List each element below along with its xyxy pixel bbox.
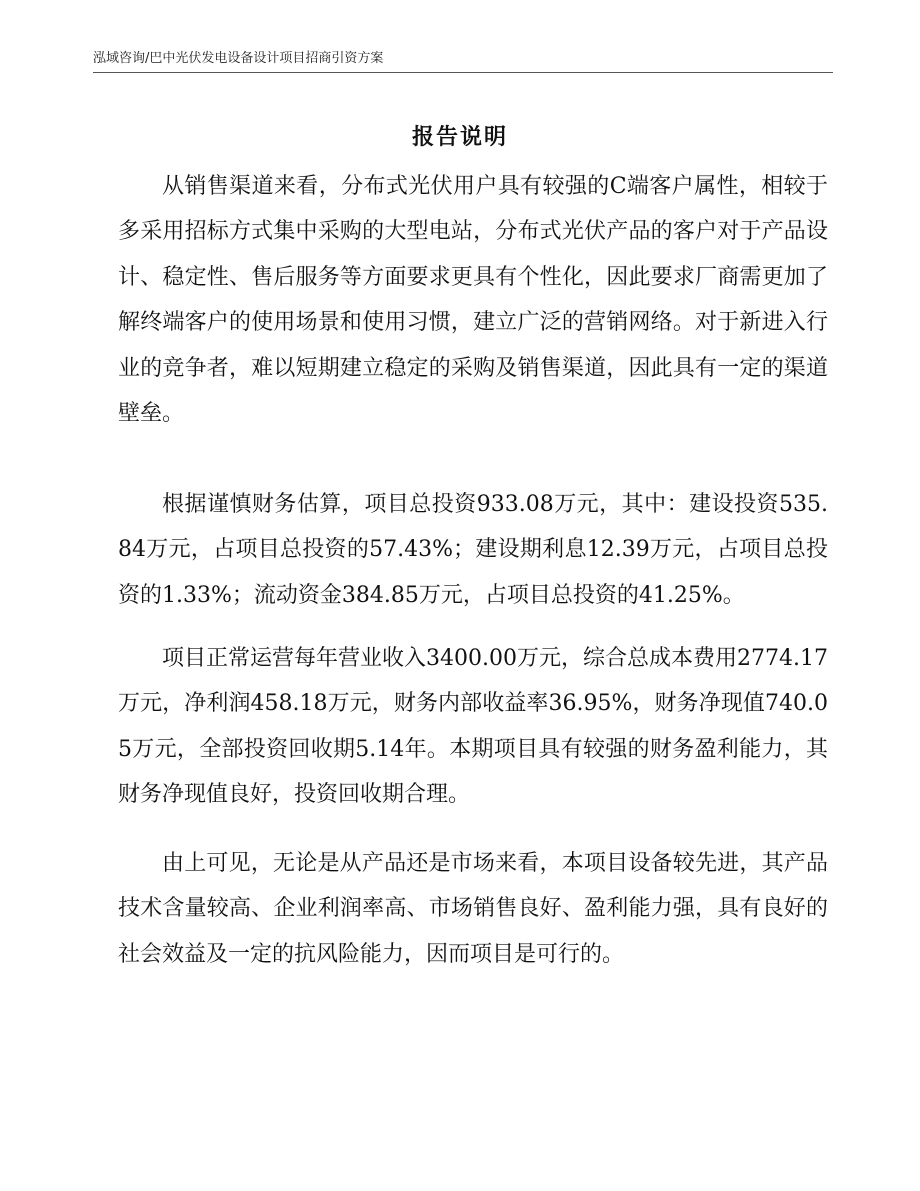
paragraph-conclusion: 由上可见，无论是从产品还是市场来看，本项目设备较先进，其产品技术含量较高、企业利润率高、市场销售良好、盈利能力强，具有良好的社会效益及一定的抗风险能力，因而项目是可行的。	[118, 851, 828, 967]
paragraph-sales-channel: 从销售渠道来看，分布式光伏用户具有较强的C端客户属性，相较于多采用招标方式集中采购的大型电站，分布式光伏产品的客户对于产品设计、稳定性、售后服务等方面要求更具有个性化，因此要求厂商需更加了解终端客户的使用场景和使用习惯，建立广泛的营销网络。对于新进入行业的竞争者，难以短期建立稳定的采购及销售渠道，因此具有一定的渠道壁垒。	[118, 174, 828, 427]
page-title: 报告说明	[411, 124, 508, 150]
paragraph-revenue: 项目正常运营每年营业收入3400.00万元，综合总成本费用2774.17万元，净利润458.18万元，财务内部收益率36.95%，财务净现值740.05万元，全部投资回收期5.14年。本期项目具有较强的财务盈利能力，其财务净现值良好，投资回收期合理。	[118, 646, 828, 808]
page-header: 泓域咨询/巴中光伏发电设备设计项目招商引资方案	[93, 50, 833, 73]
paragraph-investment: 根据谨慎财务估算，项目总投资933.08万元，其中：建设投资535.84万元，占项目总投资的57.43%；建设期利息12.39万元，占项目总投资的1.33%；流动资金384.85万元，占项目总投资的41.25%。	[118, 492, 828, 608]
